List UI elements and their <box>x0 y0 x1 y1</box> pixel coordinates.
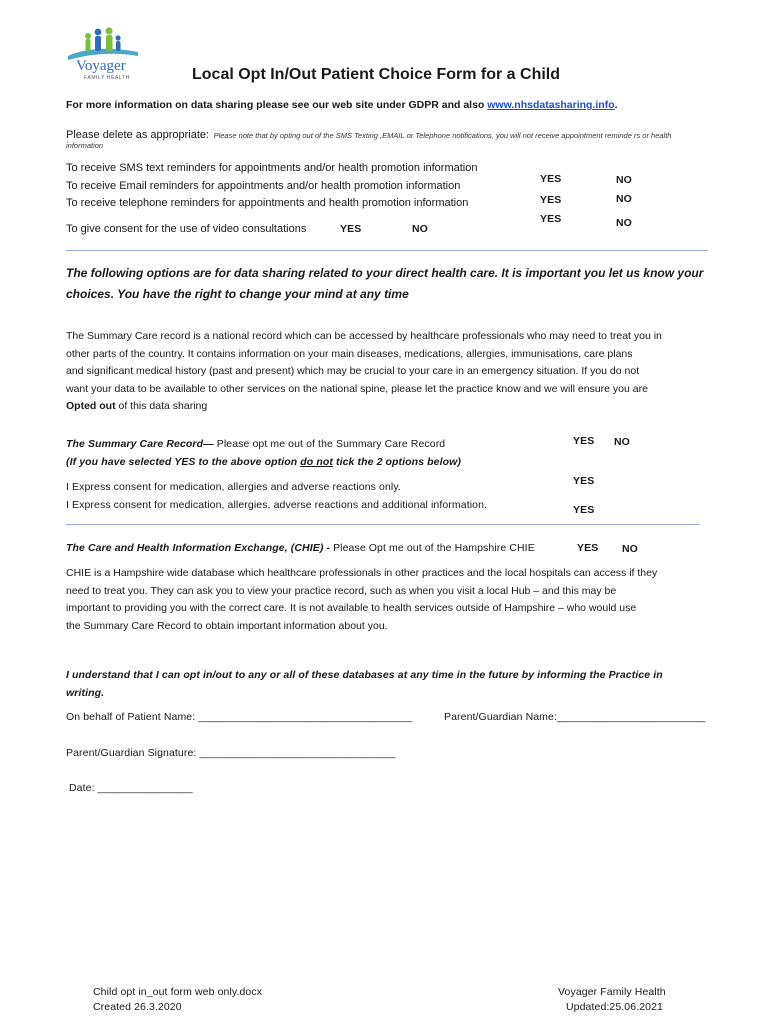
scr-option-2: I Express consent for medication, allergies, adverse reactions and additional information. <box>66 499 488 511</box>
scr-no-option[interactable]: NO <box>614 436 630 448</box>
footer-updated: Updated:25.06.2021 <box>566 1001 663 1013</box>
email-reminder-text: To receive Email reminders for appointments and/or health promotion information <box>66 180 461 192</box>
delete-line <box>66 125 671 143</box>
video-consent-text: To give consent for the use of video consultations <box>66 223 307 235</box>
chie-label: The Care and Health Information Exchange, (CHIE) - <box>66 542 331 554</box>
email-no-option[interactable]: NO <box>616 193 632 205</box>
scr-text: Please opt me out of the Summary Care Record <box>213 438 446 450</box>
scr-row <box>66 438 445 450</box>
summary-line: and significant medical history (past and present) which may be crucial to your care in an emergency situation. If you do not <box>66 365 640 377</box>
summary-line: want your data to be available to other services on the national spine, please let the practice know and we will ensure you are <box>66 382 648 395</box>
scr-note <box>66 456 461 468</box>
scr-note-b: tick the 2 options below) <box>332 456 461 468</box>
scr-note-underline: do not <box>300 456 333 468</box>
chie-paragraph <box>66 565 736 635</box>
delete-label: Please delete as appropriate: <box>66 129 210 141</box>
sms-yes-option[interactable]: YES <box>540 173 562 185</box>
phone-no-option[interactable]: NO <box>616 217 632 229</box>
info-suffix: . <box>614 99 618 111</box>
chie-no-option[interactable]: NO <box>622 543 638 555</box>
voyager-logo <box>64 22 142 81</box>
info-prefix: For more information on data sharing please see our web site under GDPR and also <box>66 99 488 111</box>
chie-line: CHIE is a Hampshire wide database which healthcare professionals in other practices and the local hospitals can access if they <box>66 567 658 579</box>
logo-tagline: FAMILY HEALTH <box>84 75 130 81</box>
family-logo-icon <box>64 22 142 62</box>
delete-note: Please note that by opting out of the SMS Texting ,EMAIL or Telephone notifications, you will not receive appointment reminde rs or health <box>213 131 672 140</box>
chie-line: need to treat you. They can ask you to view your practice record, such as when you visit a local Hub – and this may be <box>66 584 617 597</box>
chie-text: Please Opt me out of the Hampshire CHIE <box>330 542 535 554</box>
delete-note-cont: information <box>66 141 104 150</box>
guardian-name-field[interactable]: Parent/Guardian Name:_________________________ <box>444 711 706 723</box>
chie-yes-option[interactable]: YES <box>577 542 599 554</box>
scr-option-1-yes[interactable]: YES <box>573 475 595 487</box>
nhs-data-sharing-link[interactable]: www.nhsdatasharing.info <box>487 99 615 111</box>
page-title: Local Opt In/Out Patient Choice Form for a Child <box>192 66 561 83</box>
summary-line-last <box>66 398 736 416</box>
divider <box>66 524 700 525</box>
divider <box>66 250 708 251</box>
chie-line: important to providing you with the correct care. It is not available to health services outside of Hampshire – who would use <box>66 602 637 614</box>
video-yes-option[interactable]: YES <box>340 223 362 235</box>
date-field[interactable]: Date: ________________ <box>69 782 193 794</box>
chie-row <box>66 542 535 554</box>
phone-yes-option[interactable]: YES <box>540 213 562 225</box>
understand-line-1: I understand that I can opt in/out to any or all of these databases at any time in the future by informing the Practice in <box>66 669 663 681</box>
sms-no-option[interactable]: NO <box>616 174 632 186</box>
phone-reminder-text: To receive telephone reminders for appointments and health promotion information <box>66 197 469 209</box>
summary-last-rest: of this data sharing <box>115 400 208 412</box>
footer-org: Voyager Family Health <box>558 986 666 998</box>
chie-line: the Summary Care Record to obtain important information about you. <box>66 619 388 632</box>
info-line <box>66 99 618 111</box>
summary-line: other parts of the country. It contains information on your main diseases, medications, allergies, immunisations, care plans <box>66 347 633 360</box>
options-heading-1: The following options are for data sharing related to your direct health care. It is important you let us know your <box>66 266 704 280</box>
scr-note-a: (If you have selected YES to the above option <box>66 456 301 468</box>
email-yes-option[interactable]: YES <box>540 194 562 206</box>
sms-reminder-text: To receive SMS text reminders for appointments and/or health promotion information <box>66 162 478 174</box>
summary-line: The Summary Care record is a national record which can be accessed by healthcare professionals who may need to treat you in <box>66 330 662 342</box>
logo-brand: Voyager <box>76 58 126 74</box>
footer-filename: Child opt in_out form web only.docx <box>93 986 263 998</box>
scr-label: The Summary Care Record— <box>66 438 214 450</box>
options-heading-2: choices. You have the right to change your mind at any time <box>66 287 409 301</box>
footer-created: Created 26.3.2020 <box>93 1001 182 1013</box>
summary-care-paragraph <box>66 328 736 416</box>
scr-option-1: I Express consent for medication, allergies and adverse reactions only. <box>66 481 401 493</box>
guardian-signature-field[interactable]: Parent/Guardian Signature: _________________________________ <box>66 747 396 759</box>
opted-out-bold: Opted out <box>66 400 116 412</box>
scr-yes-option[interactable]: YES <box>573 435 595 447</box>
patient-name-field[interactable]: On behalf of Patient Name: ____________________________________ <box>66 711 413 723</box>
scr-option-2-yes[interactable]: YES <box>573 504 595 516</box>
video-no-option[interactable]: NO <box>412 223 428 235</box>
understand-line-2: writing. <box>66 687 105 699</box>
